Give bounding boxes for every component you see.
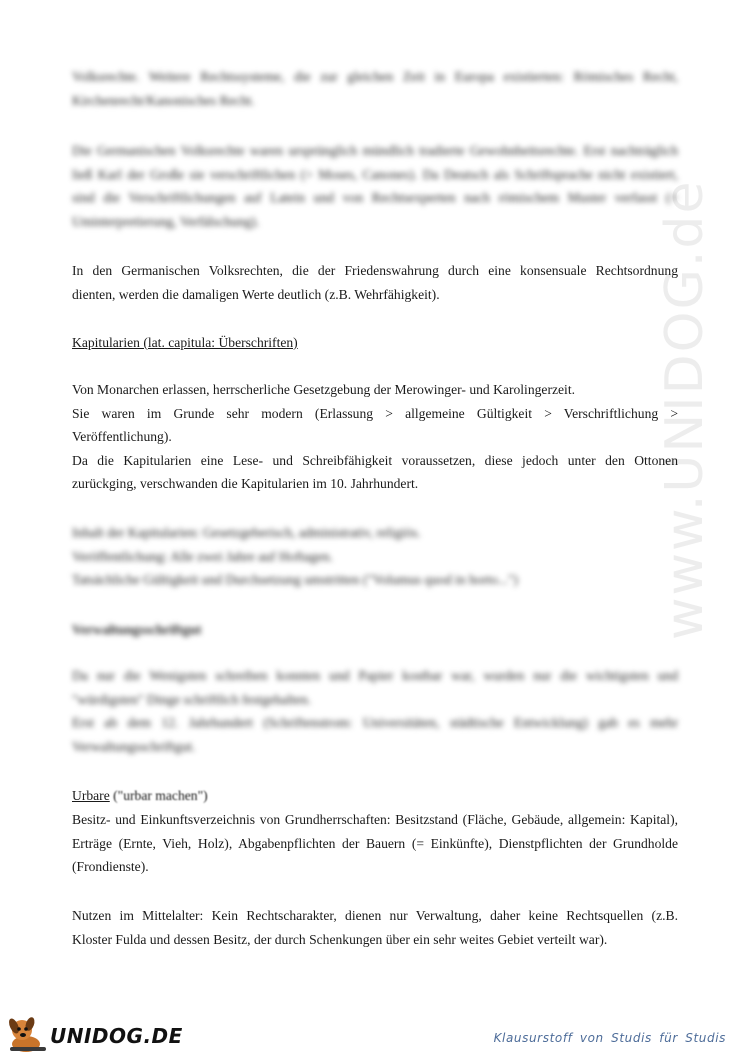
urbare-gloss: ("urbar machen") xyxy=(109,788,208,803)
paragraph-volksrechte xyxy=(72,259,678,306)
blurred-paragraph-7 xyxy=(72,664,678,758)
text-line: In den Germanischen Volksrechten, die der Friedenswahrung durch eine konsensuale Rechtsordnung xyxy=(72,263,678,278)
text-line: Veröffentlichung: Alle zwei Jahre auf Hoftagen. xyxy=(72,548,333,564)
text-line: Inhalt der Kapitularien: Gesetzgeberisch, administrativ, religiös. xyxy=(72,525,421,540)
text-line: zurückging, verschwanden die Kapitularien im 10. Jahrhundert. xyxy=(72,476,419,491)
text-line: Erträge (Ernte, Vieh, Holz), Abgabenpflichten der Bauern (= Einkünfte), Dienstpflichten der Grundholde xyxy=(72,835,678,851)
logo-text: UNIDOG.DE xyxy=(50,1024,183,1048)
paragraph-kapitularien xyxy=(72,378,678,496)
blurred-paragraph-1 xyxy=(72,65,678,112)
text-line: Sie waren im Grunde sehr modern (Erlassung > allgemeine Gültigkeit > Verschriftlichung > xyxy=(72,405,678,421)
heading-text: Kapitularien (lat. capitula: Überschriften) xyxy=(72,335,298,350)
footer-slogan: Klausurstoff von Studis für Studis xyxy=(493,1031,726,1045)
text-line: Kirchenrecht/Kanonisches Recht. xyxy=(72,92,255,108)
urbare-term: Urbare xyxy=(72,788,110,803)
text-line: Die Germanischen Volksrechte waren ursprünglich mündlich tradierte Gewohnheitsrechte. Erst nachträglich xyxy=(72,143,678,158)
text-line: Erst ab dem 12. Jahrhundert (Schriftenstrom: Universitäten, städtische Entwicklung) gab es mehr xyxy=(72,715,678,730)
text-line: Da nur die Wenigsten schreiben konnten und Papier kostbar war, wurden nur die wichtigsten und xyxy=(72,668,678,683)
text-line: dienten, werden die damaligen Werte deutlich (z.B. Wehrfähigkeit). xyxy=(72,286,440,302)
text-line: "würdigsten" Dinge schriftlich festgehalten. xyxy=(72,691,312,707)
heading-urbare xyxy=(72,784,208,808)
text-line: Volksrechte. Weitere Rechtssysteme, die zur gleichen Zeit in Europa existierten: Römisches Recht, xyxy=(72,69,678,84)
heading-kapitularien xyxy=(72,331,678,355)
text-line: Besitz- und Einkunftsverzeichnis von Grundherrschaften: Besitzstand (Fläche, Gebäude, allgemein: Kapital), xyxy=(72,812,678,827)
text-line: Kloster Fulda und dessen Besitz, der durch Schenkungen über ein sehr weites Gebiet verteilt war). xyxy=(72,931,608,947)
text-line: Veröffentlichung). xyxy=(72,429,172,444)
text-line: Tatsächliche Gültigkeit und Durchsetzung umstritten ("Volumus quod in horto...") xyxy=(72,572,518,587)
paragraph-urbare xyxy=(72,808,678,879)
watermark: www.UNIDOG.de xyxy=(655,179,715,640)
text-line: Uminterpretierung, Verfälschung). xyxy=(72,213,260,229)
footer-logo xyxy=(2,1014,183,1054)
paragraph-nutzen xyxy=(72,904,678,951)
dog-mascot-icon xyxy=(2,1014,50,1054)
heading-text: Verwaltungsschriftgut xyxy=(72,622,202,637)
blurred-heading-verwaltungsschriftgut xyxy=(72,618,678,642)
text-line: ließ Karl der Große sie verschriftlichen (> Moses, Canones). Da Deutsch als Schriftsprache nicht existiert, xyxy=(72,166,678,182)
text-line: (Frondienste). xyxy=(72,859,149,874)
text-line: Da die Kapitularien eine Lese- und Schreibfähigkeit voraussetzen, diese jedoch unter den Ottonen xyxy=(72,452,678,468)
blurred-paragraph-5 xyxy=(72,521,678,592)
text-line: Von Monarchen erlassen, herrscherliche Gesetzgebung der Merowinger- und Karolingerzeit. xyxy=(72,382,576,397)
text-line: Verwaltungsschriftgut. xyxy=(72,738,196,754)
text-line: sind die Verschriftlichungen auf Latein und von Rechtsexperten nach römischem Muster verfasst (> xyxy=(72,190,678,205)
blurred-paragraph-2 xyxy=(72,139,678,233)
text-line: Nutzen im Mittelalter: Kein Rechtscharakter, dienen nur Verwaltung, daher keine Rechtsquellen (z.B. xyxy=(72,908,678,923)
